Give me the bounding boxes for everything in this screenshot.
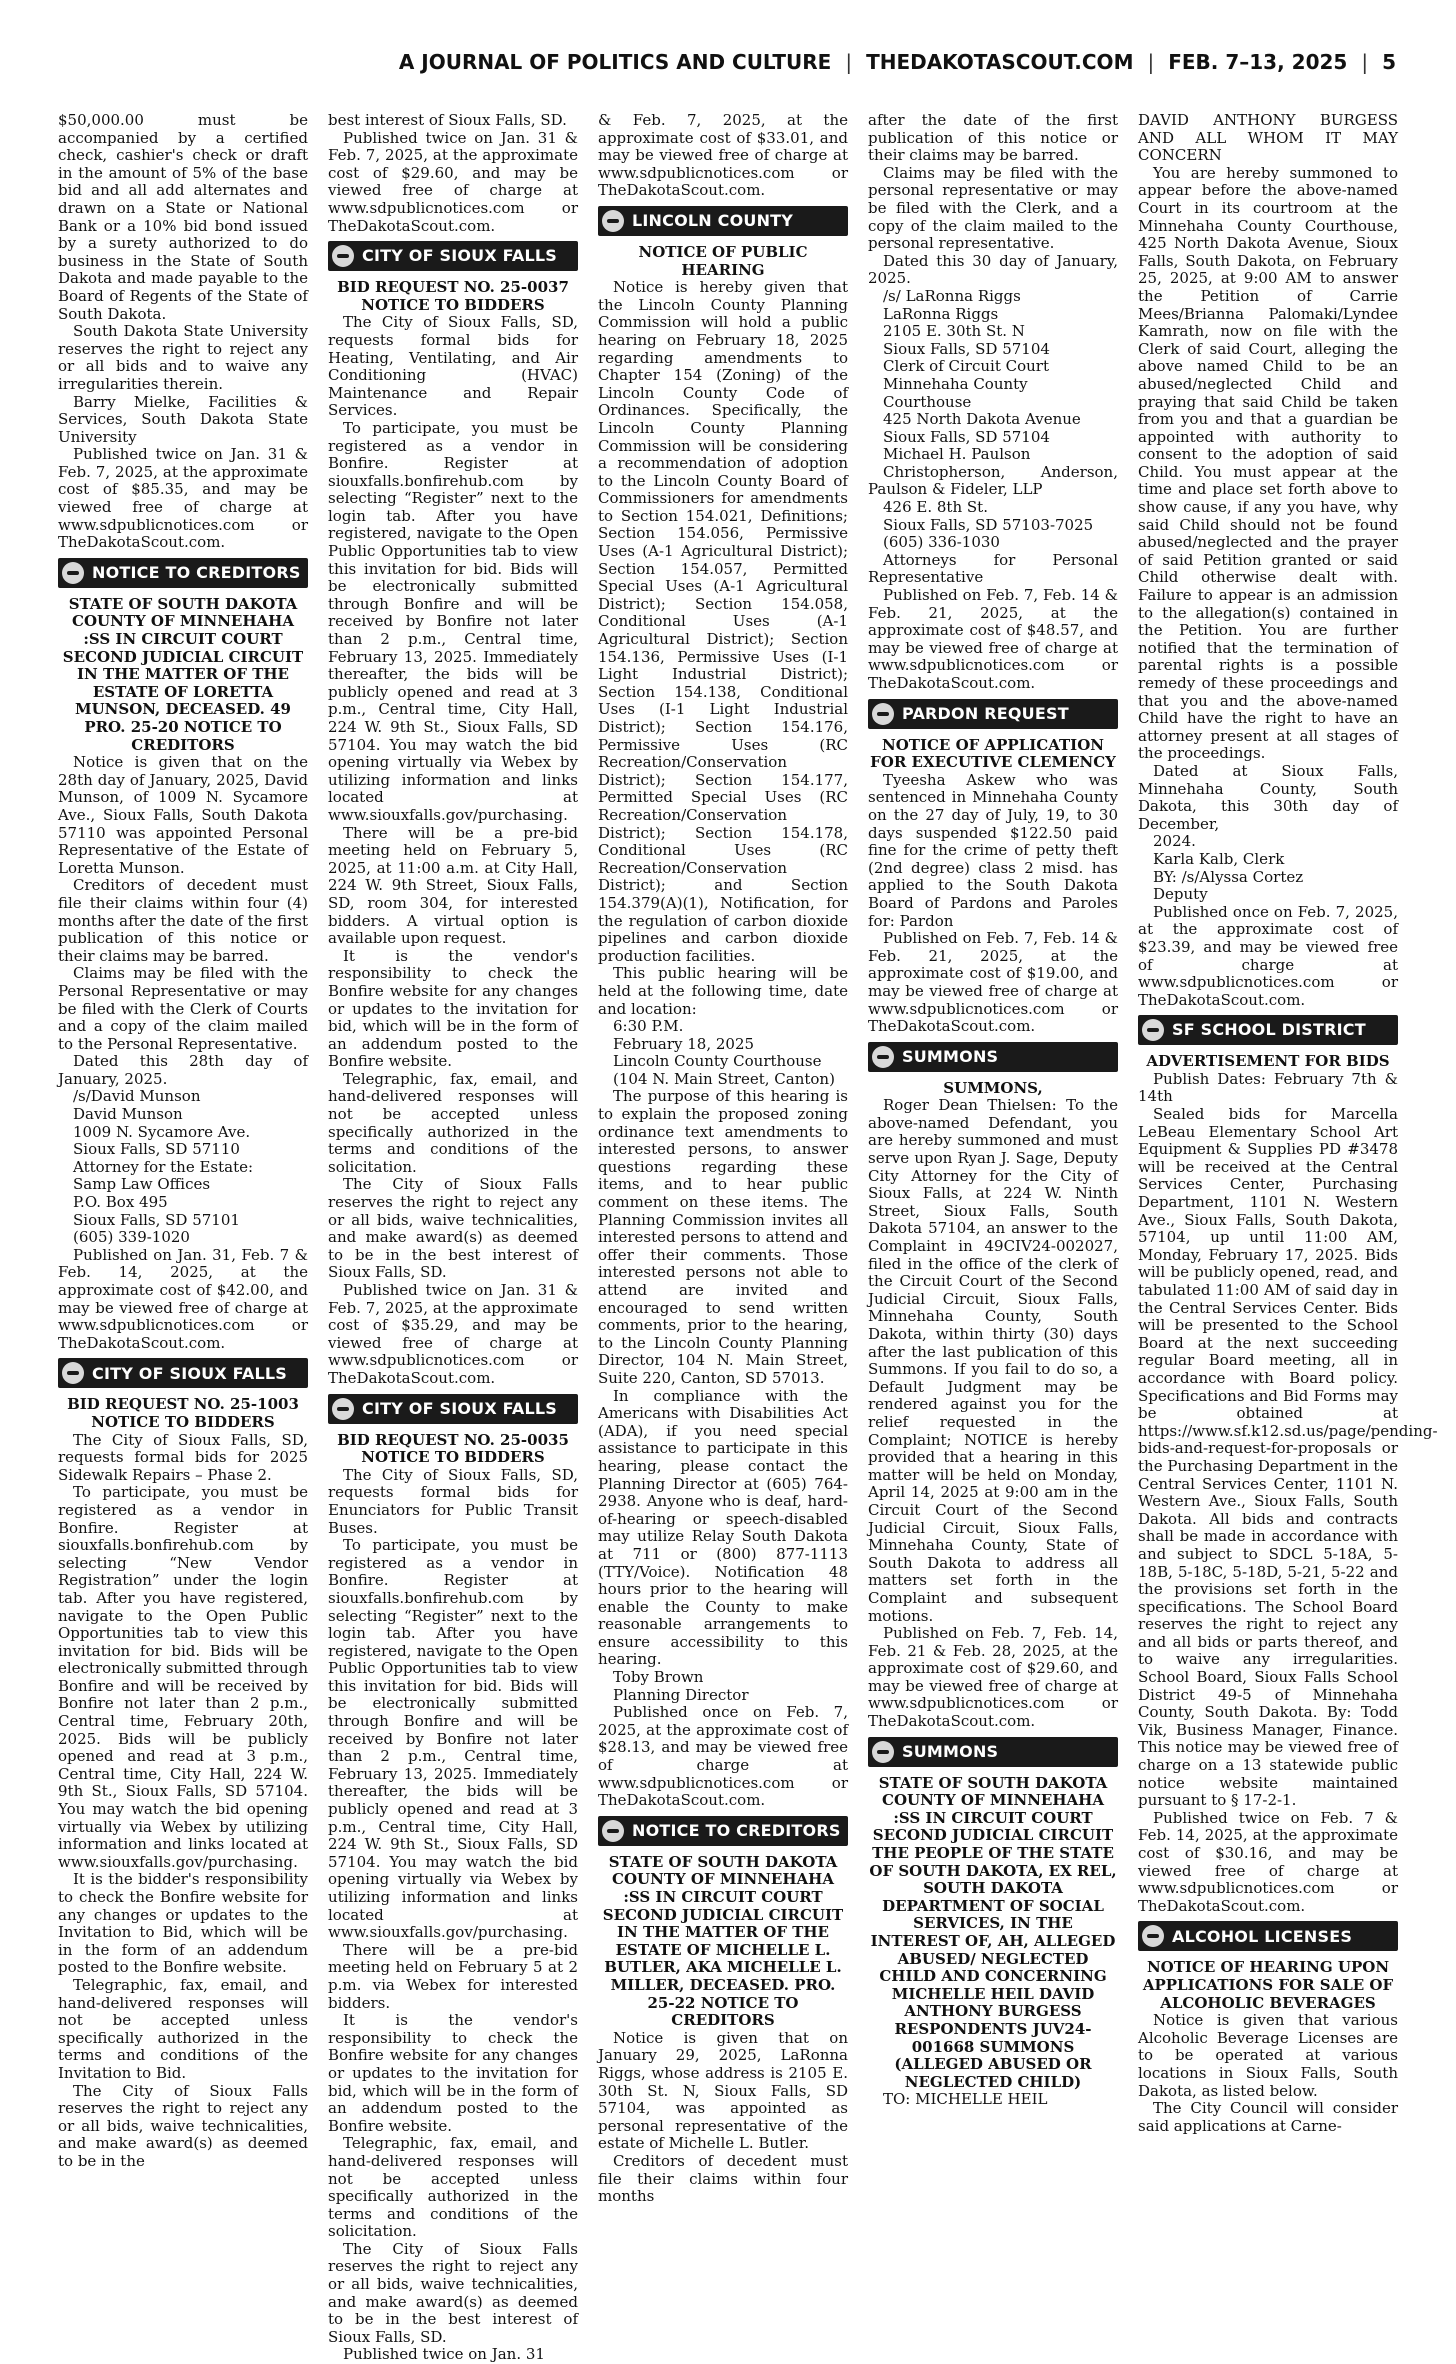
location-line: (104 N. Main Street, Canton)	[613, 1069, 835, 1088]
notice-text: after the date of the first publication of this notice or their claims may be barred.	[868, 111, 1118, 165]
signature-line: /s/David Munson	[73, 1087, 201, 1106]
location-line: Lincoln County Courthouse	[613, 1052, 822, 1071]
notice-text: Dated at Sioux Falls, Minnehaha County, South Dakota, this 30th day of December,	[1138, 761, 1398, 833]
notice-text: Telegraphic, fax, email, and hand-delivered responses will not be accepted unless specifically authorized in the terms and conditions of the solicitation.	[328, 2134, 578, 2241]
notice-heading: NOTICE OF PUBLIC HEARING	[638, 242, 808, 279]
notice-text: Publish Dates: February 7th & 14th	[1138, 1069, 1398, 1106]
signature-line: (605) 336-1030	[883, 533, 1000, 552]
header-separator: |	[845, 50, 853, 74]
notice-text: Notice is given that on the 28th day of January, 2025, David Munson, of 1009 N. Sycamore Ave., Sioux Falls, South Dakota 57110 was appointed Personal Representative of the Estate of Loretta Munson.	[58, 753, 308, 877]
notice-text: To participate, you must be registered as a vendor in Bonfire. Register at siouxfalls.bonfirehub.com by selecting “Register” next to the login tab. After you have registered, navigate to the Open Public Opportunities tab to view this invitation for bid. Bids will be electronically submitted through Bonfire and will be received by Bonfire not later than 2 p.m., Central time, February 13, 2025. Immediately thereafter, the bids will be publicly opened and read at 3 p.m., Central time, City Hall, 224 W. 9th St., Sioux Falls, SD 57104. You may watch the bid opening virtually via Webex by utilizing information and links located at www.siouxfalls.gov/purchasing.	[328, 1536, 578, 1942]
section-banner	[598, 206, 848, 236]
notice-text: Notice is given that on January 29, 2025, LaRonna Riggs, whose address is 2105 E. 30th St. N, Sioux Falls, SD 57104, was appointed as personal representative of the estate of Michelle L. Butler.	[598, 2028, 848, 2153]
notice-text: Creditors of decedent must file their claims within four months	[598, 2151, 848, 2206]
publication-note: Published twice on Jan. 31 & Feb. 7, 2025, at the approximate cost of $29.60, and may be viewed free of charge at www.sdpublicnotices.com or TheDakotaScout.com.	[328, 128, 578, 235]
section-banner	[598, 1816, 848, 1846]
header-separator: |	[1361, 50, 1369, 74]
notice-text: Telegraphic, fax, email, and hand-delivered responses will not be accepted unless specifically authorized in the terms and conditions of the Invitation to Bid.	[58, 1975, 308, 2082]
signature-line: Christopherson, Anderson, Paulson & Fideler, LLP	[868, 462, 1118, 499]
notice-text: Notice is hereby given that the Lincoln County Planning Commission will hold a public hearing on February 18, 2025 regarding amendments to Chapter 154 (Zoning) of the Lincoln County Code of Ordinances. Specifically, the Lincoln County Planning Commission will be considering a recommendation of adoption to the Lincoln County Board of Commissioners for amendments to Section 154.021, Definitions; Section 154.056, Permissive Uses (A-1 Agricultural District); Section 154.057, Permitted Special Uses (A-1 Agricultural District); Section 154.058, Conditional Uses (A-1 Agricultural District); Section 154.136, Permissive Uses (I-1 Light Industrial District); Section 154.138, Conditional Uses (I-1 Light Industrial District); Section 154.176, Permissive Uses (RC Recreation/Conservation District); Section 154.177, Permitted Special Uses (RC Recreation/Conservation District); Section 154.178, Conditional Uses (RC Recreation/Conservation District); and Section 154.379(A)(1), Notification, for the regulation of carbon dioxide pipelines and carbon dioxide production facilities.	[598, 278, 848, 965]
publication-note: Published on Feb. 7, Feb. 14 & Feb. 21, 2025, at the approximate cost of $19.00, and may be viewed free of charge at www.sdpublicnotices.com or TheDakotaScout.com.	[868, 929, 1118, 1036]
notice-text: The City of Sioux Falls reserves the right to reject any or all bids, waive technicalities, and make award(s) as deemed to be in the best interest of Sioux Falls, SD.	[328, 2239, 578, 2346]
column-2	[328, 111, 588, 2364]
signature-line: (605) 339-1020	[73, 1228, 190, 1247]
section-banner	[328, 241, 578, 271]
signature-line: Sioux Falls, SD 57104	[883, 427, 1050, 446]
signature-line: Courthouse	[883, 392, 972, 411]
signature-line: Samp Law Offices	[73, 1175, 211, 1194]
notice-text: The City of Sioux Falls, SD, requests formal bids for Enunciators for Public Transit Buses.	[328, 1465, 578, 1537]
notice-text: In compliance with the Americans with Disabilities Act (ADA), if you need special assistance to participate in this hearing, please contact the Planning Director at (605) 764-2938. Anyone who is deaf, hard-of-hearing or speech-disabled may utilize Relay South Dakota at 711 or (800) 877-1113 (TTY/Voice). Notification 48 hours prior to the hearing will enable the County to make reasonable arrangements to ensure accessibility to this hearing.	[598, 1386, 848, 1669]
scout-logo-icon	[868, 1042, 898, 1072]
banner-label: CITY OF SIOUX FALLS	[362, 246, 558, 266]
scout-logo-icon	[328, 1394, 358, 1424]
notice-heading: NOTICE OF HEARING UPON APPLICATIONS FOR SALE OF ALCOHOLIC BEVERAGES	[1142, 1958, 1394, 2012]
notice-text: The City of Sioux Falls, SD, requests formal bids for 2025 Sidewalk Repairs – Phase 2.	[58, 1430, 308, 1484]
notice-text: Sealed bids for Marcella LeBeau Elementary School Art Equipment & Supplies PD #3478 will be received at the Central Services Center, Purchasing Department, 1101 N. Western Ave., Sioux Falls, South Dakota, 57104, up until 11:00 AM, Monday, February 17, 2025. Bids will be publicly opened, read, and tabulated 11:00 AM of said day in the Central Services Center. Bids will be presented to the School Board at the next succeeding regular Board meeting, all in accordance with Board policy. Specifications and Bid Forms may be obtained at https://www.sf.k12.sd.us/page/pending-bids-and-request-for-proposals or the Purchasing Department in the Central Services Center, 1101 N. Western Ave., Sioux Falls, South Dakota. All bids and contracts shall be made in accordance with and subject to SDCL 5-18A, 5-18B, 5-18C, 5-18D, 5-21, 5-22 and the provisions set forth in the specifications. The School Board reserves the right to reject any and all bids or parts thereof, and to waive any irregularities. School Board, Sioux Falls School District 49-5 of Minnehaha County, South Dakota. By: Todd Vik, Business Manager, Finance. This notice may be viewed free of charge on a 13 statewide public notice website maintained pursuant to § 17-2-1.	[1138, 1105, 1438, 1810]
notice-text: The City of Sioux Falls reserves the right to reject any or all bids, waive technicalities, and make award(s) as deemed to be in the best interest of Sioux Falls, SD.	[328, 1175, 578, 1282]
notice-heading: SUMMONS,	[943, 1078, 1043, 1097]
signature-line: /s/ LaRonna Riggs	[883, 286, 1021, 305]
signature-line: David Munson	[73, 1105, 183, 1124]
section-banner	[1138, 1015, 1398, 1045]
notice-text: Tyeesha Askew who was sentenced in Minnehaha County on the 27 day of July, 19, to 30 days suspended $122.50 paid fine for the crime of petty theft (2nd degree) class 2 misd. has applied to the South Dakota Board of Pardons and Paroles for: Pardon	[868, 770, 1118, 930]
publication-note: Published on Feb. 7, Feb. 14, Feb. 21 & Feb. 28, 2025, at the approximate cost of $29.60, and may be viewed free of charge at www.sdpublicnotices.com or TheDakotaScout.com.	[868, 1624, 1118, 1731]
publication-note: Published twice on Jan. 31 & Feb. 7, 2025, at the approximate cost of $85.35, and may be viewed free of charge at www.sdpublicnotices.com or TheDakotaScout.com.	[58, 445, 308, 552]
notice-text: South Dakota State University reserves the right to reject any or all bids and to waive any irregularities therein.	[58, 322, 308, 393]
scout-logo-icon	[1138, 1015, 1168, 1045]
notice-text: The City Council will consider said applications at Carne-	[1138, 2099, 1398, 2135]
banner-label: SUMMONS	[902, 1046, 999, 1066]
notice-text: The City of Sioux Falls reserves the right to reject any or all bids, waive technicalities, and make award(s) as deemed to be in the	[58, 2081, 308, 2170]
notice-text: The City of Sioux Falls, SD, requests formal bids for Heating, Ventilating, and Air Conditioning (HVAC) Maintenance and Repair Services.	[328, 313, 578, 420]
banner-label: CITY OF SIOUX FALLS	[362, 1398, 558, 1418]
column-1	[58, 111, 318, 2170]
location-line: 6:30 P.M.	[613, 1017, 684, 1036]
column-5	[1138, 111, 1438, 2135]
notice-text: best interest of Sioux Falls, SD.	[328, 111, 567, 129]
publication-note: Published once on Feb. 7, 2025, at the approximate cost of $23.39, and may be viewed free of charge at www.sdpublicnotices.com or TheDakotaScout.com.	[1138, 902, 1398, 1009]
signature-line: P.O. Box 495	[73, 1193, 168, 1212]
signature-line: 425 North Dakota Avenue	[883, 410, 1081, 429]
notice-text: Roger Dean Thielsen: To the above-named Defendant, you are hereby summoned and must serve upon Ryan J. Sage, Deputy City Attorney for the City of Sioux Falls, at 224 W. Ninth Street, Sioux Falls, South Dakota 57104, an answer to the Complaint in 49CIV24-002027, filed in the office of the clerk of the Circuit Court of the Second Judicial Circuit, Sioux Falls, Minnehaha County, South Dakota, within thirty (30) days after the last publication of this Summons. If you fail to do so, a Default Judgment may be rendered against you for the relief requested in the Complaint; NOTICE is hereby provided that a hearing in this matter will be held on Monday, April 14, 2025 at 9:00 am in the Circuit Court of the Second Judicial Circuit, Sioux Falls, Minnehaha County, State of South Dakota to address all matters set forth in the Complaint and subsequent motions.	[868, 1096, 1118, 1625]
notice-text: Claims may be filed with the Personal Representative or may be filed with the Clerk of Courts and a copy of the claim mailed to the Personal Representative.	[58, 964, 308, 1053]
signature-line: 1009 N. Sycamore Ave.	[73, 1122, 251, 1141]
section-banner	[868, 1042, 1118, 1072]
signature-line: Planning Director	[613, 1685, 749, 1704]
site-name: THEDAKOTASCOUT.COM	[866, 50, 1134, 74]
publication-note: Published twice on Feb. 7 & Feb. 14, 2025, at the approximate cost of $30.16, and may be viewed free of charge at www.sdpublicnotices.com or TheDakotaScout.com.	[1138, 1808, 1398, 1915]
signature-line: Deputy	[1153, 885, 1208, 904]
column-4	[868, 112, 1128, 2132]
location-line: February 18, 2025	[613, 1034, 755, 1053]
notice-text: It is the vendor's responsibility to check the Bonfire website for any changes or updates to the invitation for bid, which will be in the form of an addendum posted to the Bonfire website.	[328, 946, 578, 1071]
signature-line: Michael H. Paulson	[883, 445, 1031, 464]
publication-note: Published on Jan. 31, Feb. 7 & Feb. 14, 2025, at the approximate cost of $42.00, and may be viewed free of charge at www.sdpublicnotices.com or TheDakotaScout.com.	[58, 1245, 308, 1352]
notice-text: Barry Mielke, Facilities & Services, South Dakota State University	[58, 392, 308, 446]
section-banner	[1138, 1921, 1398, 1951]
section-banner	[58, 1358, 308, 1388]
notice-text: It is the vendor's responsibility to check the Bonfire website for any changes or updates to the invitation for bid, which will be in the form of an addendum posted to the Bonfire website.	[328, 2011, 578, 2135]
notice-text: The purpose of this hearing is to explain the proposed zoning ordinance text amendments to interested persons, to answer questions regarding these items, and to hear public comment on these items. The Planning Commission invites all interested persons to attend and offer their comments. Those interested persons not able to attend are invited and encouraged to send written comments, prior to the hearing, to the Lincoln County Planning Director, 104 N. Main Street, Suite 220, Canton, SD 57013.	[598, 1087, 848, 1387]
journal-tagline: A JOURNAL OF POLITICS AND CULTURE	[398, 50, 832, 74]
banner-label: SUMMONS	[902, 1741, 999, 1761]
signature-line: Attorney for the Estate:	[73, 1157, 254, 1176]
notice-text: It is the bidder's responsibility to check the Bonfire website for any changes or updates to the Invitation to Bid, which will be in the form of an addendum posted to the Bonfire website.	[58, 1870, 308, 1977]
section-banner	[58, 558, 308, 588]
notice-text: $50,000.00 must be accompanied by a certified check, cashier's check or draft in the amount of 5% of the base bid and all add alternates and drawn on a State or National Bank or a 10% bid bond issued by a surety authorized to do business in the State of South Dakota and made payable to the Board of Regents of the State of South Dakota.	[58, 111, 308, 323]
notice-heading: ADVERTISEMENT FOR BIDS	[1146, 1052, 1390, 1071]
publication-note: & Feb. 7, 2025, at the approximate cost of $33.01, and may be viewed free of charge at www.sdpublicnotices.com or TheDakotaScout.com.	[598, 111, 848, 200]
publication-note: Published twice on Jan. 31	[343, 2345, 545, 2364]
banner-label: NOTICE TO CREDITORS	[92, 563, 301, 583]
notice-heading: STATE OF SOUTH DAKOTA COUNTY OF MINNEHAHA :SS IN CIRCUIT COURT SECOND JUDICIAL CIRCUIT THE PEOPLE OF THE STATE OF SOUTH DAKOTA, EX REL, SOUTH DAKOTA DEPARTMENT OF SOCIAL SERVICES, IN THE INTEREST OF, AH, ALLEGED ABUSED/ NEGLECTED CHILD AND CONCERNING MICHELLE HEIL DAVID ANTHONY BURGESS RESPONDENTS JUV24-001668 SUMMONS (ALLEGED ABUSED OR NEGLECTED CHILD)	[869, 1773, 1117, 2091]
scout-logo-icon	[328, 241, 358, 271]
signature-line: Karla Kalb, Clerk	[1153, 849, 1285, 868]
notice-heading: STATE OF SOUTH DAKOTA COUNTY OF MINNEHAHA :SS IN CIRCUIT COURT SECOND JUDICIAL CIRCUIT IN THE MATTER OF THE ESTATE OF LORETTA MUNSON, DECEASED. 49 PRO. 25-20 NOTICE TO CREDITORS	[62, 594, 304, 754]
signature-line: Sioux Falls, SD 57104	[883, 339, 1050, 358]
banner-label: PARDON REQUEST	[902, 703, 1069, 723]
publication-note: Published once on Feb. 7, 2025, at the approximate cost of $28.13, and may be viewed free of charge at www.sdpublicnotices.com or TheDakotaScout.com.	[598, 1703, 848, 1810]
notice-text: You are hereby summoned to appear before the above-named Court in its courtroom at the Minnehaha County Courthouse, 425 North Dakota Avenue, Sioux Falls, South Dakota, on February 25, 2025, at 9:00 AM to answer the Petition of Carrie Mees/Brianna Palomaki/Lyndee Kamrath, now on file with the Clerk of said Court, alleging the above named Child to be an abused/neglected Child and praying that said Child be taken from you and that a guardian be appointed with authority to consent to the adoption of said Child. You must appear at the time and place set forth above to show cause, if any you have, why said Child should not be found abused/neglected and the prayer of said Petition granted or said Child otherwise dealt with. Failure to appear is an admission to the allegation(s) contained in the Petition. You are further notified that the termination of parental rights is a possible remedy of these proceedings and that you and the above-named Child have the right to have an attorney present at all stages of the proceedings.	[1138, 163, 1398, 763]
signature-line: Sioux Falls, SD 57101	[73, 1210, 240, 1229]
signature-line: Clerk of Circuit Court	[883, 357, 1049, 376]
banner-label: NOTICE TO CREDITORS	[632, 1821, 841, 1841]
page-number: 5	[1382, 50, 1396, 74]
scout-logo-icon	[598, 206, 628, 236]
section-banner	[868, 699, 1118, 729]
publication-note: Published on Feb. 7, Feb. 14 & Feb. 21, 2025, at the approximate cost of $48.57, and may be viewed free of charge at www.sdpublicnotices.com or TheDakotaScout.com.	[868, 586, 1118, 692]
notice-text: Dated this 28th day of January, 2025.	[58, 1052, 308, 1088]
scout-logo-icon	[1138, 1921, 1168, 1951]
notice-heading: NOTICE OF APPLICATION FOR EXECUTIVE CLEMENCY	[870, 735, 1116, 772]
notice-heading: BID REQUEST NO. 25-1003 NOTICE TO BIDDERS	[67, 1395, 299, 1431]
notice-heading: BID REQUEST NO. 25-0037 NOTICE TO BIDDERS	[337, 278, 569, 314]
banner-label: LINCOLN COUNTY	[632, 211, 794, 231]
notice-heading: BID REQUEST NO. 25-0035 NOTICE TO BIDDERS	[337, 1430, 569, 1467]
notice-text: To participate, you must be registered as a vendor in Bonfire. Register at siouxfalls.bonfirehub.com by selecting “New Vendor Registration” under the login tab. After you have registered, navigate to the Open Public Opportunities tab to view this invitation for bid. Bids will be electronically submitted through Bonfire and will be received by Bonfire not later than 2 p.m., Central time, February 20th, 2025. Bids will be publicly opened and read at 3 p.m., Central time, City Hall, 224 W. 9th St., Sioux Falls, SD 57104. You may watch the bid opening virtually via Webex by utilizing information and links located at www.siouxfalls.gov/purchasing.	[58, 1483, 308, 1871]
signature-line: 2024.	[1153, 832, 1196, 851]
notice-text: Creditors of decedent must file their claims within four (4) months after the date of the first publication of this notice or their claims may be barred.	[58, 876, 308, 965]
banner-label: ALCOHOL LICENSES	[1172, 1926, 1353, 1946]
notice-text: Telegraphic, fax, email, and hand-delivered responses will not be accepted unless specifically authorized in the terms and conditions of the solicitation.	[328, 1069, 578, 1176]
banner-label: CITY OF SIOUX FALLS	[92, 1363, 288, 1383]
signature-line: Minnehaha County	[883, 374, 1028, 393]
notice-text: Dated this 30 day of January, 2025.	[868, 251, 1118, 288]
signature-line: BY: /s/Alyssa Cortez	[1153, 867, 1304, 886]
notice-text: Notice is given that various Alcoholic Beverage Licenses are to be operated at various locations in Sioux Falls, South Dakota, as listed below.	[1138, 2011, 1398, 2100]
notice-text: There will be a pre-bid meeting held on February 5, 2025, at 11:00 a.m. at City Hall, 224 W. 9th Street, Sioux Falls, SD, room 304, for interested bidders. A virtual option is available upon request.	[328, 823, 578, 948]
signature-line: LaRonna Riggs	[883, 304, 999, 323]
notice-text: This public hearing will be held at the following time, date and location:	[598, 964, 848, 1018]
notice-text: There will be a pre-bid meeting held on February 5 at 2 p.m. via Webex for interested bidders.	[328, 1940, 578, 2012]
notice-text: TO: MICHELLE HEIL	[883, 2090, 1048, 2109]
page-header	[60, 46, 1396, 78]
scout-logo-icon	[868, 1737, 898, 1767]
section-banner	[328, 1394, 578, 1424]
signature-line: 426 E. 8th St.	[883, 498, 988, 517]
notice-text: To participate, you must be registered as a vendor in Bonfire. Register at siouxfalls.bonfirehub.com by selecting “Register” next to the login tab. After you have registered, navigate to the Open Public Opportunities tab to view this invitation for bid. Bids will be electronically submitted through Bonfire and will be received by Bonfire not later than 2 p.m., Central time, February 13, 2025. Immediately thereafter, the bids will be publicly opened and read at 3 p.m., Central time, City Hall, 224 W. 9th St., Sioux Falls, SD 57104. You may watch the bid opening virtually via Webex by utilizing information and links located at www.siouxfalls.gov/purchasing.	[328, 418, 578, 824]
column-3	[598, 111, 858, 2206]
banner-label: SF SCHOOL DISTRICT	[1172, 1020, 1366, 1040]
signature-line: Sioux Falls, SD 57103-7025	[883, 515, 1094, 534]
signature-line: Sioux Falls, SD 57110	[73, 1140, 240, 1159]
scout-logo-icon	[598, 1816, 628, 1846]
notice-columns	[58, 111, 1438, 2364]
section-banner	[868, 1737, 1118, 1767]
scout-logo-icon	[58, 1358, 88, 1388]
scout-logo-icon	[868, 699, 898, 729]
scout-logo-icon	[58, 558, 88, 588]
publication-note: Published twice on Jan. 31 & Feb. 7, 2025, at the approximate cost of $35.29, and may be viewed free of charge at www.sdpublicnotices.com or TheDakotaScout.com.	[328, 1281, 578, 1387]
notice-heading: STATE OF SOUTH DAKOTA COUNTY OF MINNEHAHA :SS IN CIRCUIT COURT SECOND JUDICIAL CIRCUIT IN THE MATTER OF THE ESTATE OF MICHELLE L. BUTLER, AKA MICHELLE L. MILLER, DECEASED. PRO. 25-22 NOTICE TO CREDITORS	[602, 1852, 844, 2030]
notice-text: Claims may be filed with the personal representative or may be filed with the Clerk, and a copy of the claim mailed to the personal representative.	[868, 163, 1118, 253]
signature-line: Toby Brown	[613, 1668, 704, 1687]
notice-text: DAVID ANTHONY BURGESS AND ALL WHOM IT MAY CONCERN	[1138, 111, 1398, 165]
signature-line: Attorneys for Personal Representative	[868, 550, 1118, 587]
issue-date: FEB. 7–13, 2025	[1168, 50, 1348, 74]
header-separator: |	[1147, 50, 1155, 74]
signature-line: 2105 E. 30th St. N	[883, 322, 1025, 341]
